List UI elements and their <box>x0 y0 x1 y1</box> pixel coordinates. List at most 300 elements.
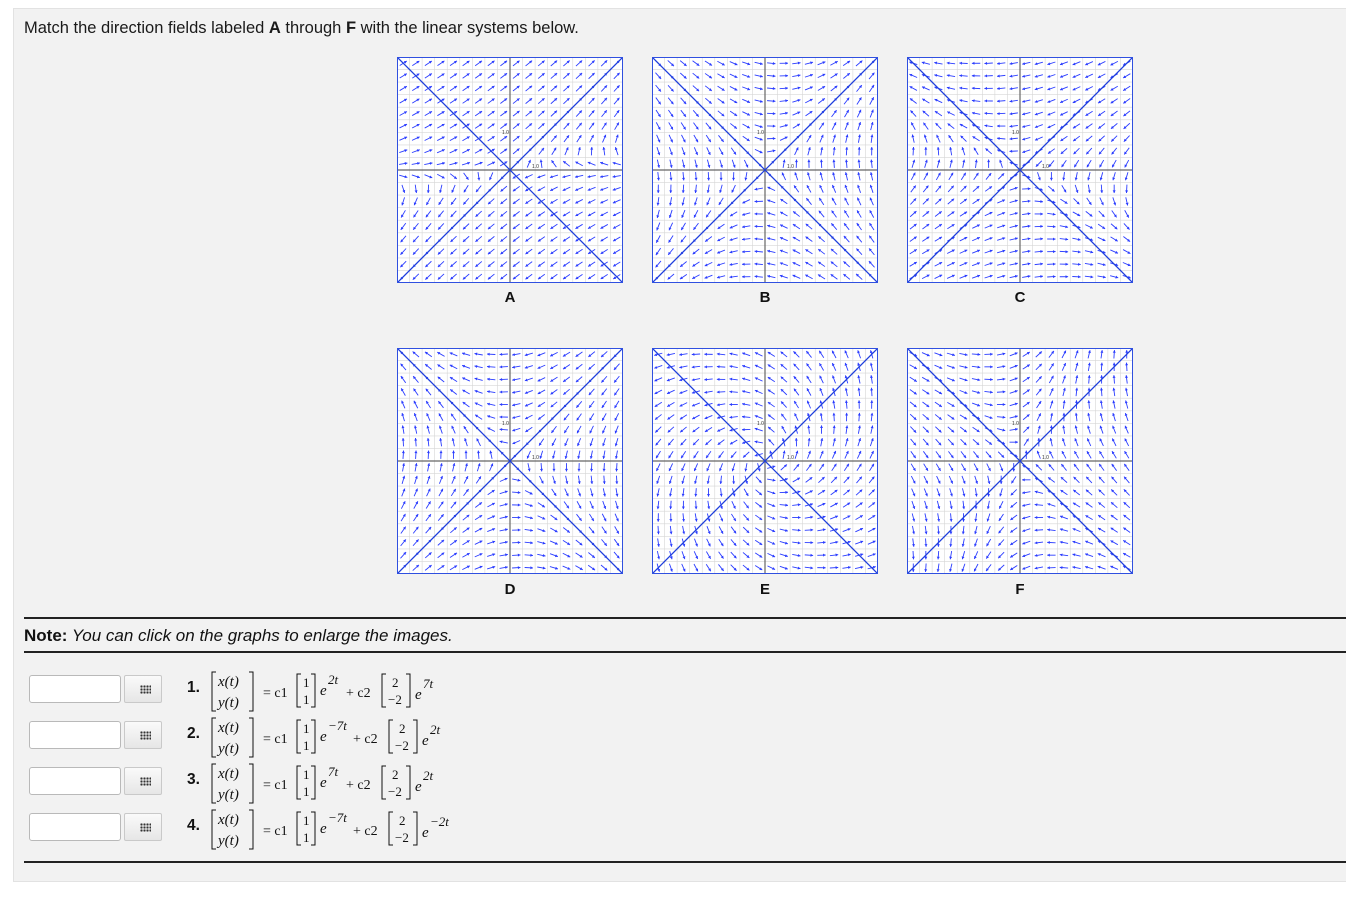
grid-icon <box>140 685 151 694</box>
answer-input-4[interactable] <box>29 813 121 841</box>
field-arrow-head <box>949 569 952 572</box>
matrix-bracket <box>212 810 216 849</box>
field-arrow-head <box>798 503 801 506</box>
matrix-bracket <box>382 766 386 799</box>
field-arrow-head <box>870 172 873 175</box>
grid-picker-button-4[interactable] <box>124 813 162 841</box>
field-arrow-head <box>1088 375 1091 378</box>
field-arrow-head <box>500 353 503 356</box>
field-arrow-head <box>924 544 927 547</box>
grid-icon <box>140 777 151 786</box>
matrix-bracket <box>212 764 216 803</box>
field-arrow-head <box>785 504 788 507</box>
field-arrow-head <box>657 165 660 168</box>
field-arrow-head <box>694 494 697 497</box>
graph-label-f: F <box>1015 581 1025 598</box>
exp-base-1: e <box>320 821 327 837</box>
v1-bottom: 1 <box>303 830 310 845</box>
divider-bottom <box>24 861 1346 863</box>
field-arrow-head <box>1003 416 1006 419</box>
v1-top: 1 <box>303 675 310 690</box>
field-arrow-head <box>719 481 722 484</box>
c2-coefficient: + c2 <box>353 824 378 839</box>
question-panel <box>13 8 1346 882</box>
field-arrow-head <box>512 403 515 406</box>
field-arrow-head <box>682 507 685 510</box>
v2-bottom: −2 <box>395 830 409 845</box>
field-arrow-head <box>997 137 1000 140</box>
divider-note <box>24 651 1346 653</box>
graph-label-a: A <box>504 289 516 306</box>
field-arrow-head <box>1050 438 1053 441</box>
field-arrow-head <box>1022 478 1025 481</box>
field-arrow-head <box>755 263 758 266</box>
field-arrow-head <box>911 135 914 138</box>
field-arrow-head <box>755 212 758 215</box>
matrix-bracket <box>311 766 315 799</box>
field-arrow-head <box>565 456 568 459</box>
field-arrow-head <box>717 353 720 356</box>
field-arrow-head <box>1112 400 1115 403</box>
exp-base-1: e <box>320 729 327 745</box>
field-arrow-head <box>742 415 745 418</box>
field-arrow-head <box>767 262 770 265</box>
field-arrow-head <box>950 160 953 163</box>
field-arrow-head <box>870 363 873 366</box>
field-arrow-head <box>1040 237 1043 240</box>
field-arrow-head <box>1090 275 1093 278</box>
field-arrow-head <box>1035 491 1038 494</box>
field-arrow-head <box>807 160 810 163</box>
field-arrow-head <box>1087 400 1090 403</box>
field-arrow-head <box>997 87 1000 90</box>
field-arrow-head <box>937 532 940 535</box>
field-arrow-head <box>590 147 593 150</box>
field-arrow-head <box>518 516 521 519</box>
matrix-bracket <box>311 674 315 707</box>
field-arrow-head <box>972 74 975 77</box>
matrix-bracket <box>406 766 410 799</box>
field-arrow-head <box>755 200 758 203</box>
grid-picker-button-1[interactable] <box>124 675 162 703</box>
field-arrow-head <box>500 403 503 406</box>
lhs-x-of-t: x(t) <box>218 674 239 690</box>
field-arrow-head <box>1015 415 1018 418</box>
field-arrow-head <box>871 122 874 125</box>
field-arrow-head <box>1022 75 1025 78</box>
field-arrow-head <box>773 75 776 78</box>
field-arrow-head <box>717 378 720 381</box>
field-arrow-head <box>1088 350 1091 353</box>
field-arrow-head <box>1063 388 1066 391</box>
field-arrow-head <box>858 413 861 416</box>
field-arrow-head <box>965 366 968 369</box>
field-arrow-head <box>1022 504 1025 507</box>
field-arrow-head <box>578 469 581 472</box>
c2-coefficient: + c2 <box>346 778 371 793</box>
lhs-x-of-t: x(t) <box>218 720 239 736</box>
field-arrow-head <box>798 87 801 90</box>
field-arrow-head <box>755 237 758 240</box>
field-arrow-head <box>1003 403 1006 406</box>
field-arrow-head <box>808 438 811 441</box>
field-arrow-head <box>682 165 685 168</box>
field-arrow-head <box>810 528 813 531</box>
field-arrow-head <box>729 416 732 419</box>
field-arrow-head <box>518 529 521 532</box>
field-arrow-head <box>1103 263 1106 266</box>
y-tick-label: 1.0 <box>1012 421 1019 427</box>
c1-coefficient: = c1 <box>263 686 288 701</box>
field-arrow-head <box>603 481 606 484</box>
field-arrow-head <box>694 481 697 484</box>
field-arrow-head <box>760 87 763 90</box>
field-arrow-head <box>670 165 673 168</box>
field-arrow-head <box>500 416 503 419</box>
field-arrow-head <box>773 100 776 103</box>
field-arrow-head <box>962 531 965 534</box>
field-arrow-head <box>997 100 1000 103</box>
c1-coefficient: = c1 <box>263 824 288 839</box>
exponent-1: 7t <box>328 764 339 779</box>
field-arrow-head <box>974 531 977 534</box>
field-arrow-head <box>590 481 593 484</box>
matrix-bracket <box>311 720 315 753</box>
field-arrow-head <box>810 554 813 557</box>
field-arrow-head <box>440 451 443 454</box>
field-arrow-head <box>798 567 801 570</box>
field-arrow-head <box>858 160 861 163</box>
field-arrow-head <box>717 391 720 394</box>
field-arrow-head <box>978 353 981 356</box>
field-arrow-head <box>487 353 490 356</box>
field-arrow-head <box>810 566 813 569</box>
field-arrow-head <box>984 74 987 77</box>
field-arrow-head <box>846 135 849 138</box>
field-arrow-head <box>1012 469 1015 472</box>
field-arrow-head <box>1015 262 1018 265</box>
x-tick-label: 1.0 <box>532 164 539 170</box>
field-arrow-head <box>530 541 533 544</box>
matrix-bracket <box>413 720 417 753</box>
field-arrow-head <box>984 99 987 102</box>
exp-base-2: e <box>422 733 429 749</box>
matrix-bracket <box>297 812 301 845</box>
field-arrow-head <box>870 147 873 150</box>
field-arrow-head <box>1010 150 1013 153</box>
field-arrow-head <box>810 61 813 64</box>
field-arrow-head <box>871 426 874 429</box>
v1-top: 1 <box>303 767 310 782</box>
field-arrow-head <box>823 554 826 557</box>
exponent-1: −7t <box>328 810 347 825</box>
field-arrow-head <box>1125 363 1128 366</box>
matrix-bracket <box>413 812 417 845</box>
field-arrow-head <box>669 506 672 509</box>
field-arrow-head <box>427 451 430 454</box>
field-arrow-head <box>785 491 788 494</box>
system-equation-4 <box>209 807 509 858</box>
y-tick-label: 1.0 <box>757 130 764 136</box>
field-arrow-head <box>760 62 763 65</box>
direction-field-f[interactable] <box>907 348 1133 574</box>
field-arrow-head <box>442 162 445 165</box>
field-arrow-head <box>987 481 990 484</box>
divider-top <box>24 617 1346 619</box>
field-arrow-head <box>1066 263 1069 266</box>
v1-bottom: 1 <box>303 738 310 753</box>
field-arrow-head <box>785 529 788 532</box>
field-arrow-head <box>1047 541 1050 544</box>
field-arrow-head <box>845 413 848 416</box>
field-arrow-head <box>500 391 503 394</box>
field-arrow-head <box>845 400 848 403</box>
field-arrow-head <box>1090 251 1093 254</box>
field-arrow-head <box>959 74 962 77</box>
field-arrow-head <box>962 494 965 497</box>
field-arrow-head <box>1022 125 1025 128</box>
field-arrow-head <box>1075 388 1078 391</box>
field-arrow-head <box>1126 203 1129 206</box>
answer-input-3[interactable] <box>29 767 121 795</box>
field-arrow-head <box>500 428 503 431</box>
field-arrow-head <box>972 99 975 102</box>
field-arrow-head <box>615 481 618 484</box>
field-arrow-head <box>767 275 770 278</box>
grid-picker-button-3[interactable] <box>124 767 162 795</box>
field-arrow-head <box>1113 363 1116 366</box>
v1-top: 1 <box>303 813 310 828</box>
exponent-2: 2t <box>430 722 441 737</box>
answer-input-1[interactable] <box>29 675 121 703</box>
field-arrow-head <box>1015 237 1018 240</box>
field-arrow-head <box>1053 225 1056 228</box>
lhs-y-of-t: y(t) <box>218 741 239 757</box>
system-equation-1 <box>209 669 509 720</box>
field-arrow-head <box>414 438 417 441</box>
field-arrow-head <box>997 75 1000 78</box>
field-arrow-head <box>1053 238 1056 241</box>
field-arrow-head <box>833 438 836 441</box>
field-arrow-head <box>811 541 814 544</box>
exp-base-2: e <box>415 687 422 703</box>
field-arrow-head <box>947 87 950 90</box>
c1-coefficient: = c1 <box>263 732 288 747</box>
y-tick-label: 1.0 <box>502 421 509 427</box>
field-arrow-head <box>962 519 965 522</box>
field-arrow-head <box>795 160 798 163</box>
field-arrow-head <box>1113 350 1116 353</box>
field-arrow-head <box>870 400 873 403</box>
field-arrow-head <box>505 503 508 506</box>
direction-field-d[interactable] <box>397 348 623 574</box>
field-arrow-head <box>823 566 826 569</box>
note-text: Note: You can click on the graphs to enlarge the images. <box>24 626 453 645</box>
v2-top: 2 <box>392 675 399 690</box>
field-arrow-head <box>949 532 952 535</box>
field-arrow-head <box>990 353 993 356</box>
field-arrow-head <box>1053 263 1056 266</box>
direction-field-e[interactable] <box>652 348 878 574</box>
matrix-bracket <box>212 718 216 757</box>
field-arrow-head <box>487 378 490 381</box>
grid-icon <box>140 823 151 832</box>
field-arrow-head <box>832 172 835 175</box>
field-arrow-head <box>1022 87 1025 90</box>
field-arrow-head <box>730 251 733 254</box>
field-arrow-head <box>833 147 836 150</box>
field-arrow-head <box>670 178 673 181</box>
field-arrow-head <box>1100 375 1103 378</box>
field-arrow-head <box>785 62 788 65</box>
field-arrow-head <box>1072 553 1075 556</box>
field-arrow-head <box>949 544 952 547</box>
direction-field-plot <box>652 348 878 574</box>
x-tick-label: 1.0 <box>787 164 794 170</box>
direction-field-b[interactable] <box>652 57 878 283</box>
field-arrow-head <box>742 390 745 393</box>
field-arrow-head <box>1047 566 1050 569</box>
field-arrow-head <box>924 147 927 150</box>
field-arrow-head <box>975 507 978 510</box>
field-arrow-head <box>742 263 745 266</box>
grid-picker-button-2[interactable] <box>124 721 162 749</box>
field-arrow-head <box>742 275 745 278</box>
field-arrow-head <box>858 147 861 150</box>
field-arrow-head <box>732 481 735 484</box>
field-arrow-head <box>742 250 745 253</box>
x-tick-label: 1.0 <box>532 455 539 461</box>
field-arrow-head <box>755 225 758 228</box>
matrix-bracket <box>311 812 315 845</box>
field-arrow-head <box>972 62 975 65</box>
field-arrow-head <box>760 75 763 78</box>
v2-top: 2 <box>399 721 406 736</box>
field-arrow-head <box>578 147 581 150</box>
field-arrow-head <box>669 519 672 522</box>
v2-bottom: −2 <box>388 784 402 799</box>
exponent-2: 2t <box>423 768 434 783</box>
field-arrow-head <box>487 365 490 368</box>
field-arrow-head <box>1125 190 1128 193</box>
field-arrow-head <box>937 147 940 150</box>
field-arrow-head <box>455 162 458 165</box>
field-arrow-head <box>1113 190 1116 193</box>
field-arrow-head <box>1100 363 1103 366</box>
field-arrow-head <box>767 237 770 240</box>
v2-top: 2 <box>399 813 406 828</box>
exp-base-2: e <box>415 779 422 795</box>
field-arrow-head <box>1003 390 1006 393</box>
field-arrow-head <box>657 190 660 193</box>
x-tick-label: 1.0 <box>787 455 794 461</box>
field-arrow-head <box>997 125 1000 128</box>
direction-field-plot <box>907 57 1133 283</box>
field-arrow-head <box>857 172 860 175</box>
field-arrow-head <box>755 275 758 278</box>
field-arrow-head <box>962 506 965 509</box>
field-arrow-head <box>1100 388 1103 391</box>
direction-field-a[interactable] <box>397 57 623 283</box>
field-arrow-head <box>984 112 987 115</box>
field-arrow-head <box>500 365 503 368</box>
field-arrow-head <box>1002 429 1005 432</box>
field-arrow-head <box>912 147 915 150</box>
field-arrow-head <box>742 238 745 241</box>
field-arrow-head <box>959 62 962 65</box>
system-equation-2 <box>209 715 509 766</box>
matrix-bracket <box>249 718 253 757</box>
field-arrow-head <box>1015 225 1018 228</box>
field-arrow-head <box>1075 400 1078 403</box>
field-arrow-head <box>1065 250 1068 253</box>
lhs-y-of-t: y(t) <box>218 695 239 711</box>
field-arrow-head <box>1066 275 1069 278</box>
field-arrow-head <box>477 451 480 454</box>
direction-field-c[interactable] <box>907 57 1133 283</box>
field-arrow-head <box>505 516 508 519</box>
exponent-2: −2t <box>430 814 449 829</box>
field-arrow-head <box>615 469 618 472</box>
field-arrow-head <box>729 403 732 406</box>
field-arrow-head <box>937 544 940 547</box>
v2-bottom: −2 <box>388 692 402 707</box>
field-arrow-head <box>912 557 915 560</box>
field-arrow-head <box>1037 438 1040 441</box>
field-arrow-head <box>833 425 836 428</box>
field-arrow-head <box>820 160 823 163</box>
field-arrow-head <box>1078 275 1081 278</box>
field-arrow-head <box>785 74 788 77</box>
field-arrow-head <box>845 172 848 175</box>
field-arrow-head <box>798 529 801 532</box>
field-arrow-head <box>937 506 940 509</box>
field-arrow-head <box>990 365 993 368</box>
field-arrow-head <box>1015 250 1018 253</box>
field-arrow-head <box>667 353 670 356</box>
field-arrow-head <box>1015 275 1018 278</box>
c2-coefficient: + c2 <box>346 686 371 701</box>
matrix-bracket <box>249 764 253 803</box>
v1-bottom: 1 <box>303 692 310 707</box>
answer-input-2[interactable] <box>29 721 121 749</box>
field-arrow-head <box>1053 250 1056 253</box>
field-arrow-head <box>1015 212 1018 215</box>
v2-top: 2 <box>392 767 399 782</box>
field-arrow-head <box>845 160 848 163</box>
field-arrow-head <box>414 451 417 454</box>
field-arrow-head <box>530 554 533 557</box>
direction-field-plot <box>907 348 1133 574</box>
field-arrow-head <box>922 61 925 64</box>
field-arrow-head <box>657 178 660 181</box>
field-arrow-head <box>707 178 710 181</box>
field-arrow-head <box>924 557 927 560</box>
field-arrow-head <box>682 190 685 193</box>
field-arrow-head <box>720 494 723 497</box>
matrix-bracket <box>297 766 301 799</box>
field-arrow-head <box>836 566 839 569</box>
matrix-bracket <box>297 720 301 753</box>
field-arrow-head <box>695 506 698 509</box>
field-arrow-head <box>1075 413 1078 416</box>
field-arrow-head <box>1010 137 1013 140</box>
field-arrow-head <box>657 556 660 559</box>
field-arrow-head <box>1040 262 1043 265</box>
field-arrow-head <box>984 87 987 90</box>
field-arrow-head <box>427 438 430 441</box>
field-arrow-head <box>682 203 685 206</box>
